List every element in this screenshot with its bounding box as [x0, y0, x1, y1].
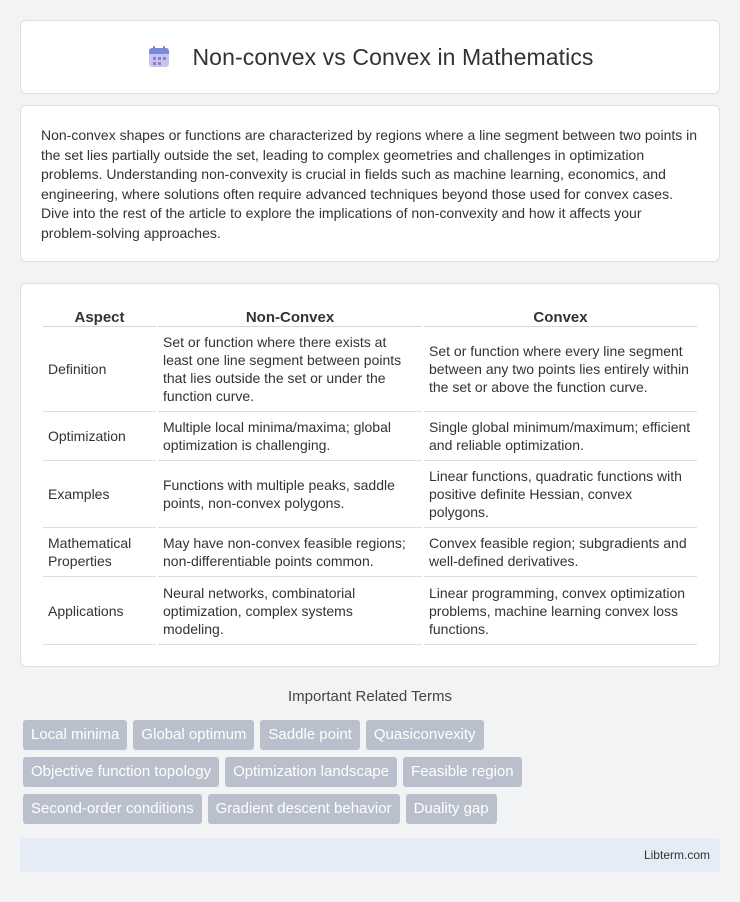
table-row: [43, 577, 697, 645]
header-convex: Convex: [424, 306, 697, 327]
row-convex: Convex feasible region; subgradients and well-defined derivatives.: [424, 528, 697, 577]
intro-card: [20, 105, 720, 262]
tag-row: [23, 757, 723, 787]
footer-brand-link[interactable]: Libterm.com: [643, 848, 710, 862]
header-aspect: Aspect: [43, 306, 156, 327]
footer: [20, 838, 720, 872]
tag-row: [23, 720, 723, 750]
row-convex: Linear programming, convex optimization problems, machine learning convex loss functions.: [424, 577, 697, 645]
row-non-convex: Functions with multiple peaks, saddle points, non-convex polygons.: [158, 461, 422, 528]
tag-global-optimum[interactable]: Global optimum: [133, 720, 254, 750]
comparison-table: [41, 306, 699, 645]
tag-objective-function-topology[interactable]: Objective function topology: [23, 757, 219, 787]
table-row: [43, 412, 697, 461]
tag-saddle-point[interactable]: Saddle point: [260, 720, 359, 750]
tag-gradient-descent-behavior[interactable]: Gradient descent behavior: [208, 794, 400, 824]
calendar-icon: [146, 44, 172, 70]
table-header-row: [43, 306, 697, 327]
row-convex: Linear functions, quadratic functions with positive definite Hessian, convex polygons.: [424, 461, 697, 528]
tag-second-order-conditions[interactable]: Second-order conditions: [23, 794, 202, 824]
table-row: [43, 528, 697, 577]
row-aspect: Definition: [43, 327, 156, 412]
tag-row: [23, 794, 723, 824]
page-title: Non-convex vs Convex in Mathematics: [192, 43, 594, 70]
row-aspect: Mathematical Properties: [43, 528, 156, 577]
row-aspect: Optimization: [43, 412, 156, 461]
related-terms-tags: [23, 720, 723, 831]
tag-local-minima[interactable]: Local minima: [23, 720, 127, 750]
comparison-table-card: [20, 283, 720, 667]
row-aspect: Applications: [43, 577, 156, 645]
intro-text: Non-convex shapes or functions are characterized by regions where a line segment between two points in the set lies partially outside the set, leading to complex geometries and challenges in optimization problems. Understanding non-convexity is crucial in fields such as machine learning, economics, and engineering, where solutions often require advanced techniques beyond those used for convex cases. Dive into the rest of the article to explore the implications of non-convexity and how it affects your problem-solving approaches.: [41, 127, 698, 241]
related-terms-title: Important Related Terms: [288, 688, 452, 705]
tag-feasible-region[interactable]: Feasible region: [403, 757, 522, 787]
tag-optimization-landscape[interactable]: Optimization landscape: [225, 757, 397, 787]
table-row: [43, 327, 697, 412]
row-convex: Set or function where every line segment between any two points lies entirely within the set or above the function curve.: [424, 327, 697, 412]
tag-quasiconvexity[interactable]: Quasiconvexity: [366, 720, 484, 750]
header-non-convex: Non-Convex: [158, 306, 422, 327]
table-row: [43, 461, 697, 528]
row-non-convex: Set or function where there exists at least one line segment between points that lies outside the set or under the function curve.: [158, 327, 422, 412]
row-convex: Single global minimum/maximum; efficient and reliable optimization.: [424, 412, 697, 461]
title-card: [20, 20, 720, 94]
row-non-convex: Neural networks, combinatorial optimization, complex systems modeling.: [158, 577, 422, 645]
row-non-convex: Multiple local minima/maxima; global optimization is challenging.: [158, 412, 422, 461]
row-aspect: Examples: [43, 461, 156, 528]
row-non-convex: May have non-convex feasible regions; non-differentiable points common.: [158, 528, 422, 577]
tag-duality-gap[interactable]: Duality gap: [406, 794, 497, 824]
